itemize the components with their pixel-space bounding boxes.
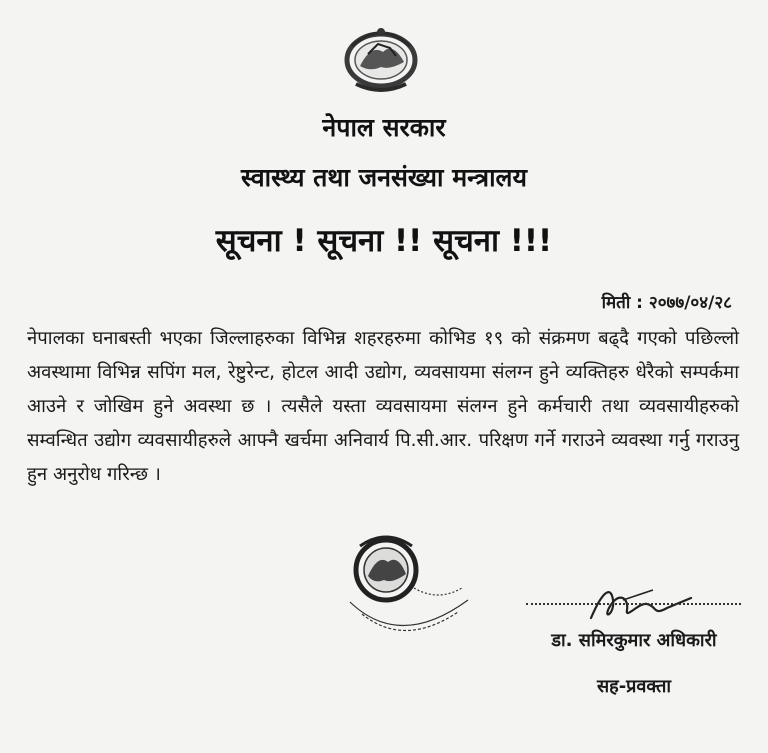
signature-line bbox=[526, 603, 741, 605]
notice-body: नेपालका घनाबस्ती भएका जिल्लाहरुका विभिन्न शहरहरुमा कोभिड १९ को संक्रमण बढ्दै गएको पछिल्लो अवस्थामा विभिन्न सपिंग मल, रेष्टुरेन्ट, होटल आदी उद्योग, व्यवसायमा संलग्न हुने व्यक्तिहरु धेरैको सम्पर्कमा आउने र जोखिम हुने अवस्था छ । त्यसैले यस्ता व्यवसायमा संलग्न हुने कर्मचारी तथा व्यवसायीहरुको सम्वन्धित उद्योग व्यवसायीहरुले आफ्नै खर्चमा अनिवार्य पि.सी.आर. परिक्षण गर्ने गराउने व्यवस्था गर्नु गराउनु हुन अनुरोध गरिन्छ । bbox=[27, 328, 739, 485]
nepal-government-emblem-icon bbox=[338, 22, 424, 94]
signature-icon bbox=[583, 580, 703, 630]
notice-date: मिती : २०७७/०४/२८ bbox=[601, 293, 732, 313]
government-emblem-seal-icon bbox=[340, 532, 482, 650]
signatory-role: सह-प्रवक्ता bbox=[596, 676, 672, 697]
signatory-name: डा. समिरकुमार अधिकारी bbox=[551, 630, 717, 651]
government-title: नेपाल सरकार bbox=[322, 113, 446, 142]
notice-title: सूचना ! सूचना !! सूचना !!! bbox=[215, 223, 553, 259]
ministry-title: स्वास्थ्य तथा जनसंख्या मन्त्रालय bbox=[240, 163, 527, 192]
